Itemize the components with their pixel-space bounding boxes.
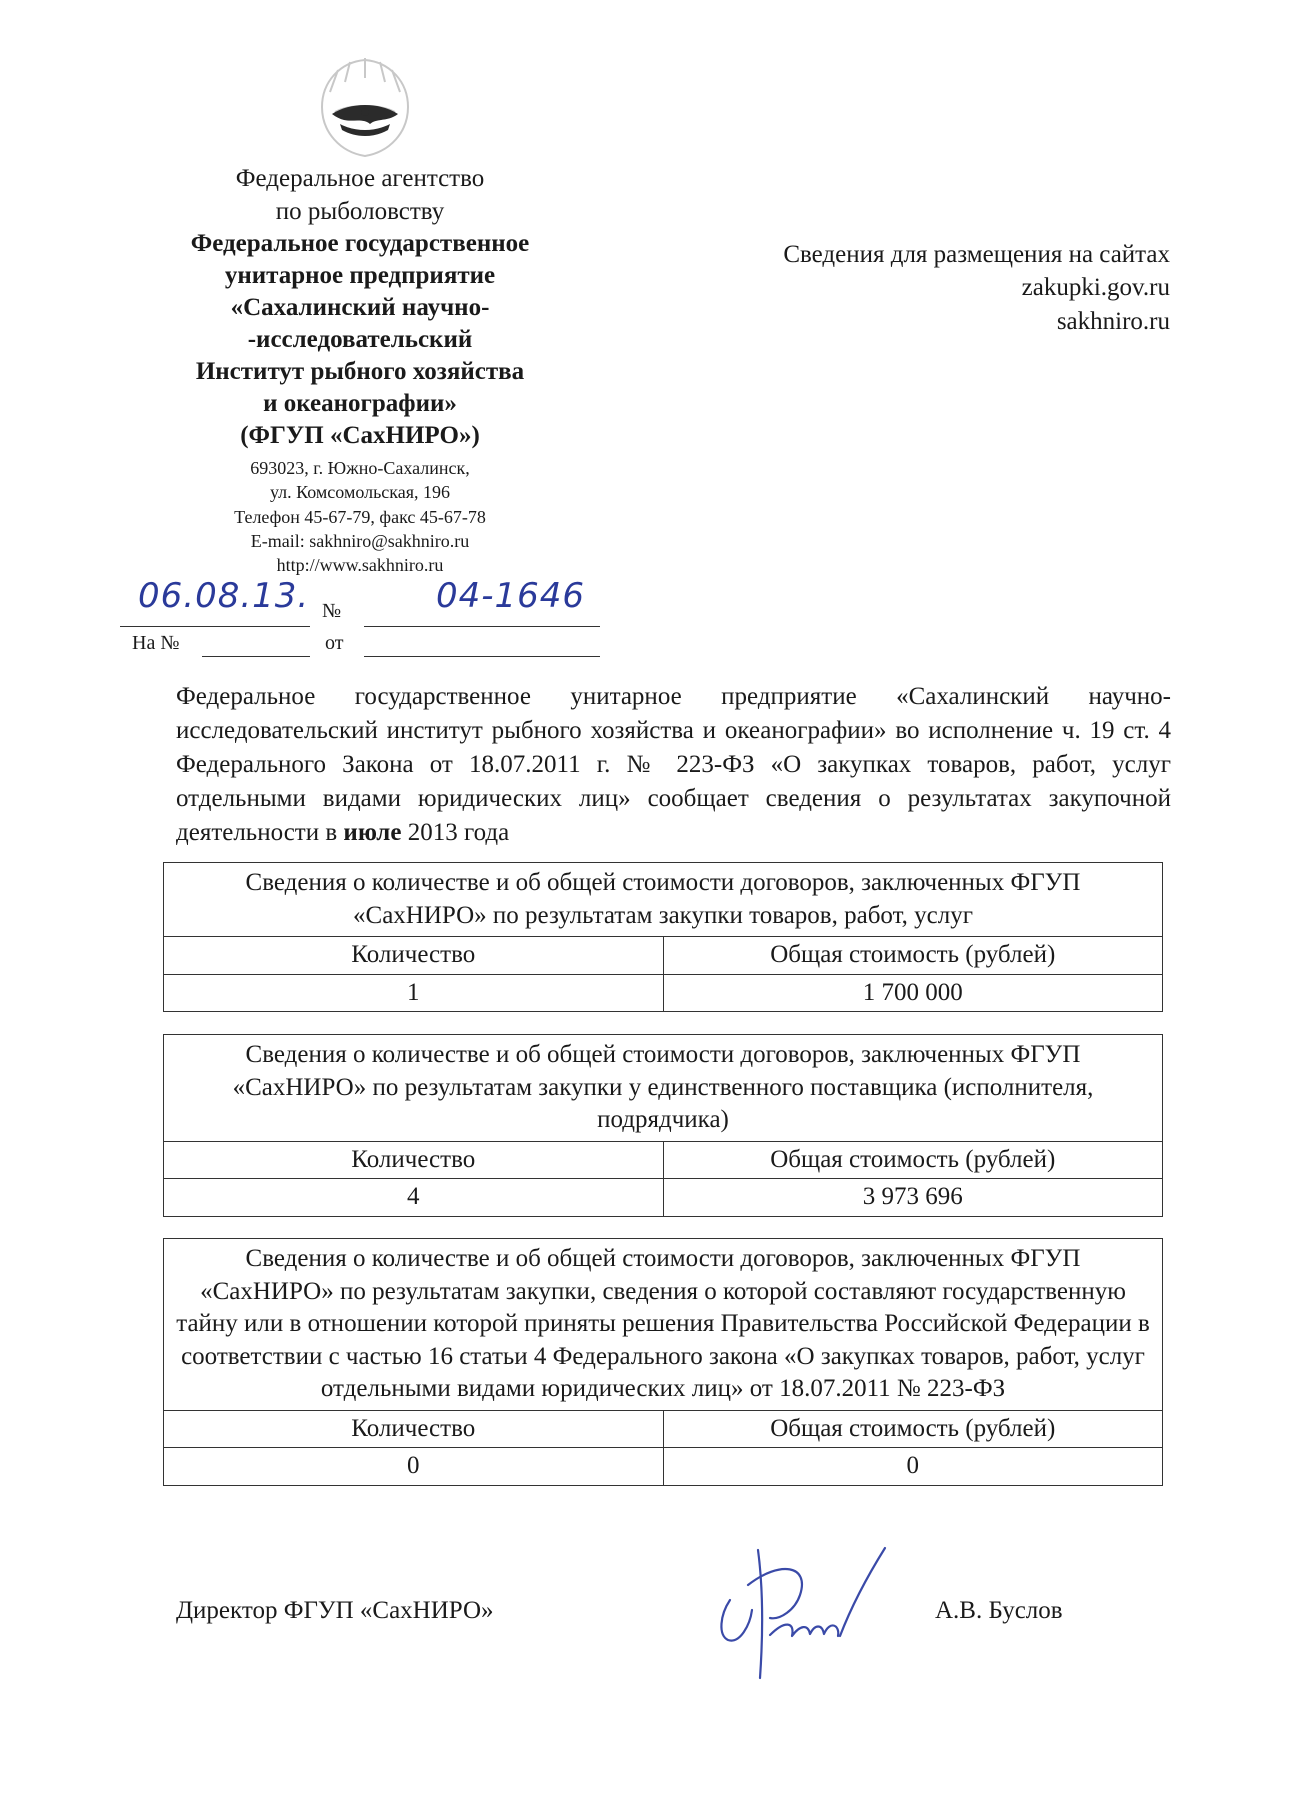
intro-year: 2013 года — [407, 819, 510, 846]
agency-line-1: Федеральное агентство — [235, 165, 485, 192]
addressee-site-1: zakupki.gov.ru — [1021, 274, 1170, 302]
column-header-cost: Общая стоимость (рублей) — [663, 1141, 1163, 1179]
agency-line-2: по рыболовству — [275, 197, 445, 225]
column-header-cost: Общая стоимость (рублей) — [663, 1410, 1163, 1448]
column-header-count: Количество — [164, 1141, 664, 1179]
contracts-table-single-supplier — [163, 1034, 1163, 1217]
intro-month: июле — [343, 819, 402, 846]
org-name-line: и океанографии» — [263, 390, 457, 417]
number-underline — [364, 626, 600, 627]
cost-value: 0 — [663, 1448, 1163, 1486]
table-title: Сведения о количестве и об общей стоимости договоров, заключенных ФГУП «СахНИРО» по результатам закупки у единственного поставщика (исполнителя, подрядчика) — [164, 1035, 1163, 1142]
org-name-line: (ФГУП «СахНИРО») — [240, 422, 480, 449]
outgoing-date: 06.08.13. — [138, 576, 310, 616]
date-underline — [120, 626, 310, 627]
org-name-line: «Сахалинский научно- — [230, 294, 490, 321]
contracts-table-state-secret — [163, 1238, 1163, 1486]
count-value: 1 — [164, 974, 664, 1012]
column-header-count: Количество — [164, 1410, 664, 1448]
reply-number-underline — [202, 656, 310, 657]
address-line: 693023, г. Южно-Сахалинск, — [250, 458, 470, 478]
reply-number-label: На № — [132, 632, 180, 654]
outgoing-number: 04-1646 — [436, 576, 586, 616]
org-name-line: -исследовательский — [247, 326, 473, 353]
addressee-site-2: sakhniro.ru — [1056, 307, 1170, 335]
website-line: http://www.sakhniro.ru — [276, 555, 444, 576]
letterhead — [150, 163, 570, 577]
phone-line: Телефон 45-67-79, факс 45-67-78 — [234, 506, 486, 527]
number-label: № — [322, 600, 342, 622]
addressee-line-1: Сведения для размещения на сайтах — [783, 241, 1170, 268]
intro-paragraph — [176, 680, 1171, 850]
email-line: E-mail: sakhniro@sakhniro.ru — [250, 530, 470, 551]
handwritten-signature — [700, 1540, 900, 1680]
org-address — [150, 456, 570, 577]
column-header-cost: Общая стоимость (рублей) — [663, 937, 1163, 975]
org-name-line: Федеральное государственное — [190, 230, 530, 257]
org-name — [150, 228, 570, 452]
address-line: ул. Комсомольская, 196 — [269, 482, 451, 503]
org-name-line: унитарное предприятие — [224, 262, 496, 289]
signatory-name: А.В. Буслов — [935, 1597, 1063, 1624]
intro-text: Федеральное государственное унитарное предприятие «Сахалинский научно-исследовательский институт рыбного хозяйства и океанографии» во исполнение ч. 19 ст. 4 Федерального Закона от 18.07.2011 г. № 223-ФЗ «О закупках товаров, работ, услуг отдельными видами юридических лиц» сообщает сведения о результатах закупочной деятельности в — [176, 683, 1171, 846]
cost-value: 3 973 696 — [663, 1179, 1163, 1217]
org-name-line: Институт рыбного хозяйства — [195, 358, 525, 385]
contracts-table-general — [163, 862, 1163, 1012]
cost-value: 1 700 000 — [663, 974, 1163, 1012]
table-title: Сведения о количестве и об общей стоимости договоров, заключенных ФГУП «СахНИРО» по результатам закупки, сведения о которой составляют государственную тайну или в отношении которой приняты решения Правительства Российской Федерации в соответствии с частью 16 статьи 4 Федерального закона «О закупках товаров, работ, услуг отдельными видами юридических лиц» от 18.07.2011 № 223-ФЗ — [164, 1239, 1163, 1411]
reply-date-underline — [364, 656, 600, 657]
count-value: 0 — [164, 1448, 664, 1486]
table-title: Сведения о количестве и об общей стоимости договоров, заключенных ФГУП «СахНИРО» по результатам закупки товаров, работ, услуг — [164, 863, 1163, 937]
organization-emblem-icon — [310, 52, 420, 164]
addressee-block — [640, 238, 1170, 338]
signatory-title: Директор ФГУП «СахНИРО» — [176, 1597, 494, 1624]
column-header-count: Количество — [164, 937, 664, 975]
count-value: 4 — [164, 1179, 664, 1217]
reply-date-label: от — [325, 632, 344, 654]
